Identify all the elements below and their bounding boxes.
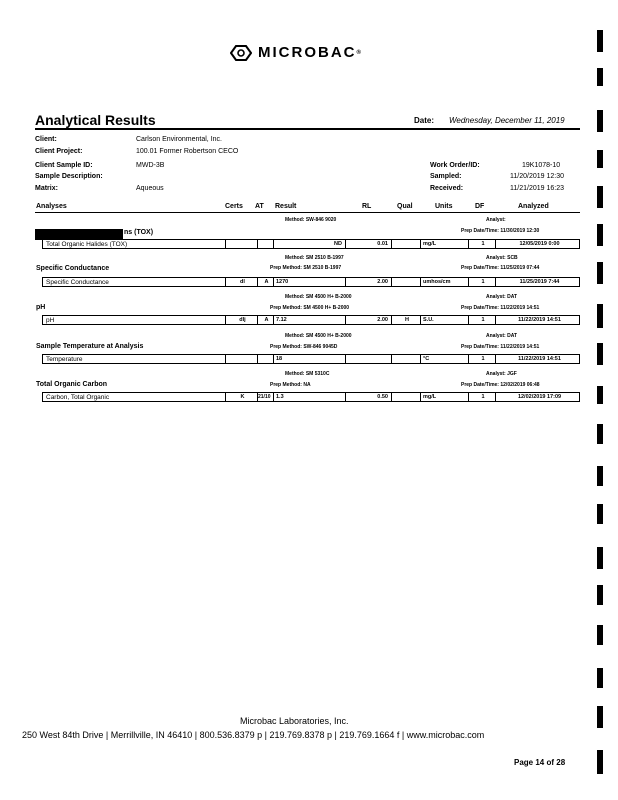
table-row bbox=[42, 392, 580, 402]
sampled-label: Sampled: bbox=[430, 173, 462, 180]
analyst: Analyst: JGF bbox=[486, 371, 517, 377]
scan-mark bbox=[597, 386, 603, 404]
analyte: Temperature bbox=[46, 356, 83, 363]
col-df: DF bbox=[475, 203, 485, 210]
col-units: Units bbox=[435, 203, 453, 210]
scan-mark bbox=[597, 30, 603, 52]
scan-mark bbox=[597, 424, 603, 444]
certs: dl bbox=[225, 278, 257, 286]
header-divider bbox=[35, 212, 580, 213]
prep-datetime: Prep Date/Time: 11/22/2019 14:51 bbox=[461, 305, 540, 311]
microbac-logo bbox=[230, 44, 361, 61]
method: Method: SM 5310C bbox=[285, 371, 330, 377]
sampled-value: 11/20/2019 12:30 bbox=[510, 173, 564, 180]
df: 1 bbox=[468, 316, 495, 324]
col-analyses: Analyses bbox=[36, 203, 67, 210]
sample-id-label: Client Sample ID: bbox=[35, 162, 93, 169]
page-title: Analytical Results bbox=[35, 112, 156, 128]
rl: 2.00 bbox=[345, 316, 391, 324]
df: 1 bbox=[468, 278, 495, 286]
units: °C bbox=[420, 355, 468, 363]
table-row bbox=[42, 277, 580, 287]
df: 1 bbox=[468, 240, 495, 248]
scan-mark bbox=[597, 504, 603, 524]
page-number: Page 14 of 28 bbox=[514, 758, 566, 767]
received-value: 11/21/2019 16:23 bbox=[510, 185, 564, 192]
project-value: 100.01 Former Robertson CECO bbox=[136, 148, 239, 155]
certs bbox=[225, 240, 257, 248]
col-qual: Qual bbox=[397, 203, 413, 210]
analyst: Analyst: DAT bbox=[486, 294, 518, 300]
qual bbox=[391, 355, 420, 363]
units: S.U. bbox=[420, 316, 468, 324]
section-title: Specific Conductance bbox=[36, 265, 110, 272]
qual: H bbox=[391, 316, 420, 324]
analyzed: 11/22/2019 14:51 bbox=[495, 355, 581, 363]
units: mg/L bbox=[420, 240, 468, 248]
table-row bbox=[42, 354, 580, 364]
analyte: Specific Conductance bbox=[46, 279, 109, 286]
units: mg/L bbox=[420, 393, 468, 401]
sample-id-value: MWD-3B bbox=[136, 162, 165, 169]
section-title: ns (TOX) bbox=[124, 229, 154, 236]
scan-mark bbox=[597, 186, 603, 208]
rl bbox=[345, 355, 391, 363]
logo-registered: ® bbox=[356, 49, 361, 56]
result: 1.3 bbox=[273, 393, 345, 401]
analyzed: 11/22/2019 14:51 bbox=[495, 316, 581, 324]
col-result: Result bbox=[275, 203, 297, 210]
section-title: Sample Temperature at Analysis bbox=[36, 343, 144, 350]
df: 1 bbox=[468, 393, 495, 401]
received-label: Received: bbox=[430, 185, 464, 192]
prep-datetime: Prep Date/Time: 11/22/2019 14:51 bbox=[461, 344, 540, 350]
scan-mark bbox=[597, 224, 603, 246]
rl: 0.50 bbox=[345, 393, 391, 401]
section-title: pH bbox=[36, 304, 46, 311]
certs: K bbox=[225, 393, 257, 401]
rl: 2.00 bbox=[345, 278, 391, 286]
analyst: Analyst: SCB bbox=[486, 255, 518, 261]
method: Method: SM 2510 B-1997 bbox=[285, 255, 344, 261]
work-order-value: 19K1078-10 bbox=[522, 162, 561, 169]
analyzed: 12/05/2019 0:00 bbox=[495, 240, 581, 248]
units: umhos/cm bbox=[420, 278, 468, 286]
col-at: AT bbox=[255, 203, 264, 210]
analyte: Total Organic Halides (TOX) bbox=[46, 241, 128, 248]
title-divider bbox=[35, 128, 580, 130]
work-order-label: Work Order/ID: bbox=[430, 162, 480, 169]
result: 7.12 bbox=[273, 316, 345, 324]
scan-mark bbox=[597, 706, 603, 728]
analyst: Analyst: DAT bbox=[486, 333, 518, 339]
df: 1 bbox=[468, 355, 495, 363]
microbac-logo-icon bbox=[230, 45, 252, 61]
section-title: Total Organic Carbon bbox=[36, 381, 108, 388]
scan-mark bbox=[597, 343, 603, 365]
method: Method: SM 4500 H+ B-2000 bbox=[285, 333, 352, 339]
scan-mark bbox=[597, 625, 603, 645]
scan-mark bbox=[597, 68, 603, 86]
scan-mark bbox=[597, 668, 603, 688]
scan-mark bbox=[597, 150, 603, 168]
date-label: Date: bbox=[414, 116, 435, 125]
scan-mark bbox=[597, 110, 603, 132]
at: A bbox=[257, 316, 273, 324]
scan-mark bbox=[597, 750, 603, 774]
scan-mark bbox=[597, 466, 603, 486]
matrix-value: Aqueous bbox=[136, 185, 164, 192]
analyte: Carbon, Total Organic bbox=[46, 394, 110, 401]
analyte: pH bbox=[46, 317, 55, 324]
table-row bbox=[42, 239, 580, 249]
analyzed: 11/25/2019 7:44 bbox=[495, 278, 581, 286]
at bbox=[257, 355, 273, 363]
prep-method: Prep Method: SM 4500 H+ B-2000 bbox=[270, 305, 350, 311]
prep-method: Prep Method: SW-846 9045D bbox=[270, 344, 338, 350]
project-label: Client Project: bbox=[35, 148, 83, 155]
prep-datetime: Prep Date/Time: 12/02/2019 06:48 bbox=[461, 382, 540, 388]
scan-mark bbox=[597, 304, 603, 328]
prep-method: Prep Method: NA bbox=[270, 382, 311, 388]
scan-mark bbox=[597, 547, 603, 569]
analyst: Analyst: bbox=[486, 217, 506, 223]
client-value: Carlson Environmental, Inc. bbox=[136, 136, 222, 143]
col-rl: RL bbox=[362, 203, 372, 210]
col-analyzed: Analyzed bbox=[518, 203, 549, 210]
qual bbox=[391, 393, 420, 401]
table-row bbox=[42, 315, 580, 325]
result: 18 bbox=[273, 355, 345, 363]
at bbox=[257, 240, 273, 248]
date-value: Wednesday, December 11, 2019 bbox=[449, 116, 565, 125]
footer-address: 250 West 84th Drive | Merrillville, IN 46410 | 800.536.8379 p | 219.769.8378 p | 219.769.1664 f | www.microbac.com bbox=[22, 730, 485, 740]
certs: dlj bbox=[225, 316, 257, 324]
method: Method: SM 4500 H+ B-2000 bbox=[285, 294, 352, 300]
col-certs: Certs bbox=[225, 203, 243, 210]
certs bbox=[225, 355, 257, 363]
rl: 0.01 bbox=[345, 240, 391, 248]
prep-method: Prep Method: SM 2510 B-1997 bbox=[270, 265, 342, 271]
client-label: Client: bbox=[35, 136, 57, 143]
result: 1270 bbox=[273, 278, 345, 286]
logo-text: MICROBAC bbox=[258, 44, 357, 61]
at: 21/10 bbox=[257, 393, 273, 401]
prep-datetime: Prep Date/Time: 11/25/2019 07:44 bbox=[461, 265, 540, 271]
scan-mark bbox=[597, 262, 603, 284]
scan-mark bbox=[597, 585, 603, 605]
prep-datetime: Prep Date/Time: 11/30/2019 12:30 bbox=[461, 228, 540, 234]
qual bbox=[391, 240, 420, 248]
at: A bbox=[257, 278, 273, 286]
qual bbox=[391, 278, 420, 286]
matrix-label: Matrix: bbox=[35, 185, 58, 192]
footer-company: Microbac Laboratories, Inc. bbox=[240, 716, 349, 726]
analyzed: 12/02/2019 17:09 bbox=[495, 393, 581, 401]
result: ND bbox=[273, 240, 345, 248]
method: Method: SW-846 9020 bbox=[285, 217, 337, 223]
description-label: Sample Description: bbox=[35, 173, 103, 180]
